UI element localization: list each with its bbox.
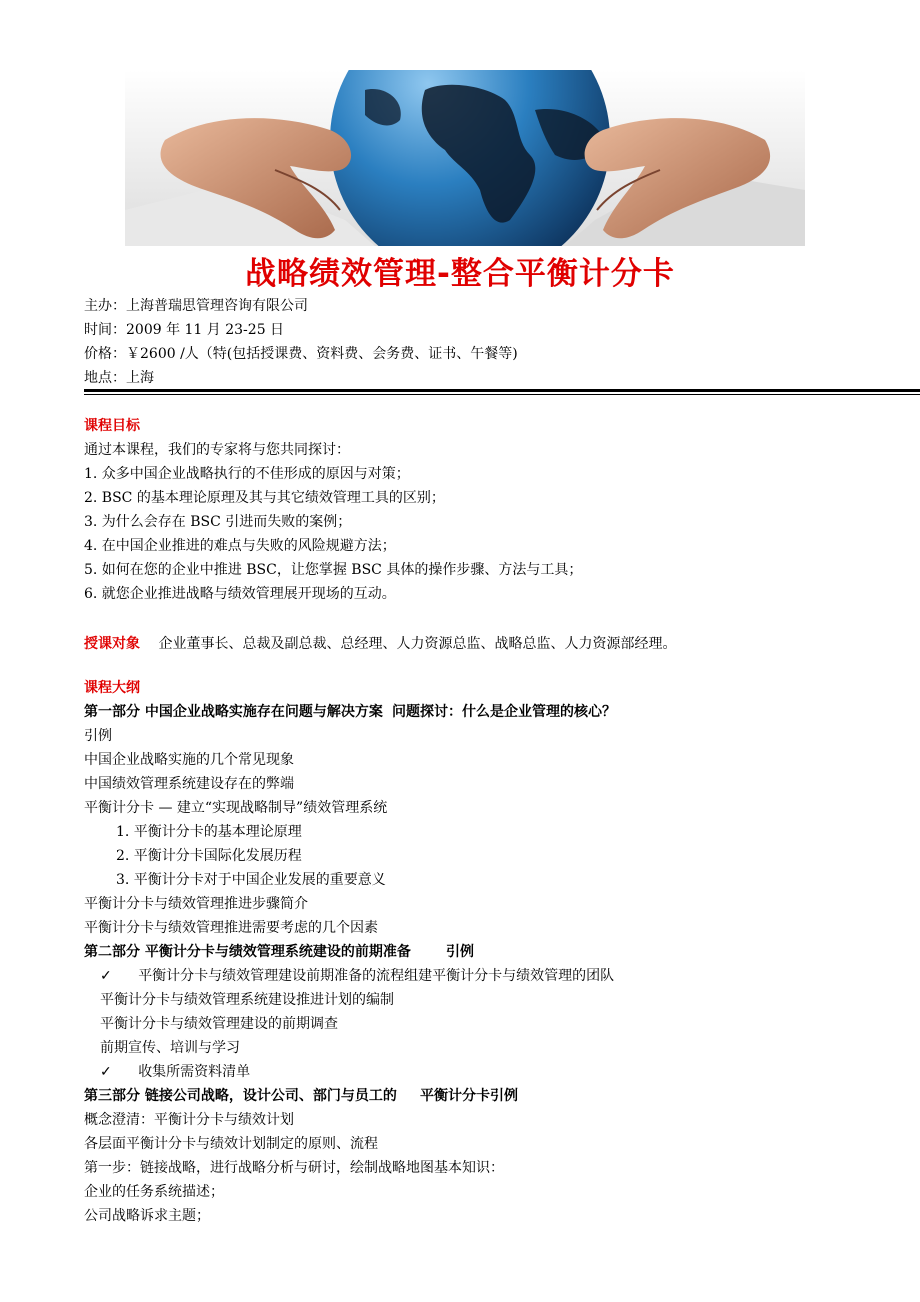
check-item: ✓ 平衡计分卡与绩效管理建设前期准备的流程组建平衡计分卡与绩效管理的团队 — [100, 968, 615, 984]
outline-line: 前期宣传、培训与学习 — [100, 1040, 240, 1056]
outline-subitem: 3. 平衡计分卡对于中国企业发展的重要意义 — [116, 872, 386, 888]
time-text: 时间：2009 年 11 月 23-25 日 — [84, 322, 285, 338]
outline-line: 平衡计分卡与绩效管理系统建设推进计划的编制 — [100, 992, 394, 1008]
divider-thin — [84, 394, 920, 395]
outline-subitem: 2. 平衡计分卡国际化发展历程 — [116, 848, 302, 864]
outline-line: 企业的任务系统描述； — [84, 1184, 224, 1200]
check-icon: ✓ — [100, 968, 112, 984]
objective-item: 5. 如何在您的企业中推进 BSC，让您掌握 BSC 具体的操作步骤、方法与工具； — [84, 562, 583, 578]
objectives-heading: 课程目标 — [84, 418, 140, 434]
objective-item: 1. 众多中国企业战略执行的不佳形成的原因与对策； — [84, 466, 410, 482]
outline-line: 引例 — [84, 728, 112, 744]
divider-thick — [84, 389, 920, 392]
outline-line: 平衡计分卡 — 建立“实现战略制导”绩效管理系统 — [84, 800, 388, 816]
part1-title: 第一部分 中国企业战略实施存在问题与解决方案 — [84, 704, 383, 720]
banner-image — [125, 70, 805, 246]
part3-overlap: 平衡计分卡引例 — [420, 1088, 518, 1104]
audience-heading: 授课对象 — [84, 636, 140, 652]
audience-text: 企业董事长、总裁及副总裁、总经理、人力资源总监、战略总监、人力资源部经理。 — [158, 636, 677, 652]
objective-item: 2. BSC 的基本理论原理及其与其它绩效管理工具的区别； — [84, 490, 445, 506]
outline-line: 第一步：链接战略，进行战略分析与研讨，绘制战略地图基本知识： — [84, 1160, 504, 1176]
outline-line: 公司战略诉求主题； — [84, 1208, 210, 1224]
objectives-intro: 通过本课程，我们的专家将与您共同探讨： — [84, 442, 350, 458]
outline-heading: 课程大纲 — [84, 680, 140, 696]
outline-line: 概念澄清：平衡计分卡与绩效计划 — [84, 1112, 294, 1128]
check-item: ✓ 收集所需资料清单 — [100, 1064, 251, 1080]
outline-line: 平衡计分卡与绩效管理建设的前期调查 — [100, 1016, 338, 1032]
part1-overlap: 问题探讨：什么是企业管理的核心？ — [392, 704, 616, 720]
outline-line: 各层面平衡计分卡与绩效计划制定的原则、流程 — [84, 1136, 378, 1152]
part2-overlap: 引例 — [446, 944, 474, 960]
price-text: 价格：￥2600 /人（特(包括授课费、资料费、会务费、证书、午餐等) — [84, 346, 518, 362]
check-icon: ✓ — [100, 1064, 112, 1080]
outline-subitem: 1. 平衡计分卡的基本理论原理 — [116, 824, 302, 840]
part3-title: 第三部分 链接公司战略，设计公司、部门与员工的 — [84, 1088, 397, 1104]
objective-item: 6. 就您企业推进战略与绩效管理展开现场的互动。 — [84, 586, 396, 602]
outline-line: 中国企业战略实施的几个常见现象 — [84, 752, 294, 768]
outline-line: 中国绩效管理系统建设存在的弊端 — [84, 776, 294, 792]
objective-item: 3. 为什么会存在 BSC 引进而失败的案例； — [84, 514, 352, 530]
audience-row — [84, 632, 676, 656]
organizer-text: 主办：上海普瑞思管理咨询有限公司 — [84, 298, 308, 314]
outline-line: 平衡计分卡与绩效管理推进步骤简介 — [84, 896, 308, 912]
page-title: 战略绩效管理-整合平衡计分卡 — [245, 256, 675, 292]
part2-title: 第二部分 平衡计分卡与绩效管理系统建设的前期准备 — [84, 944, 411, 960]
outline-line: 平衡计分卡与绩效管理推进需要考虑的几个因素 — [84, 920, 378, 936]
location-text: 地点：上海 — [84, 370, 154, 386]
objective-item: 4. 在中国企业推进的难点与失败的风险规避方法； — [84, 538, 396, 554]
